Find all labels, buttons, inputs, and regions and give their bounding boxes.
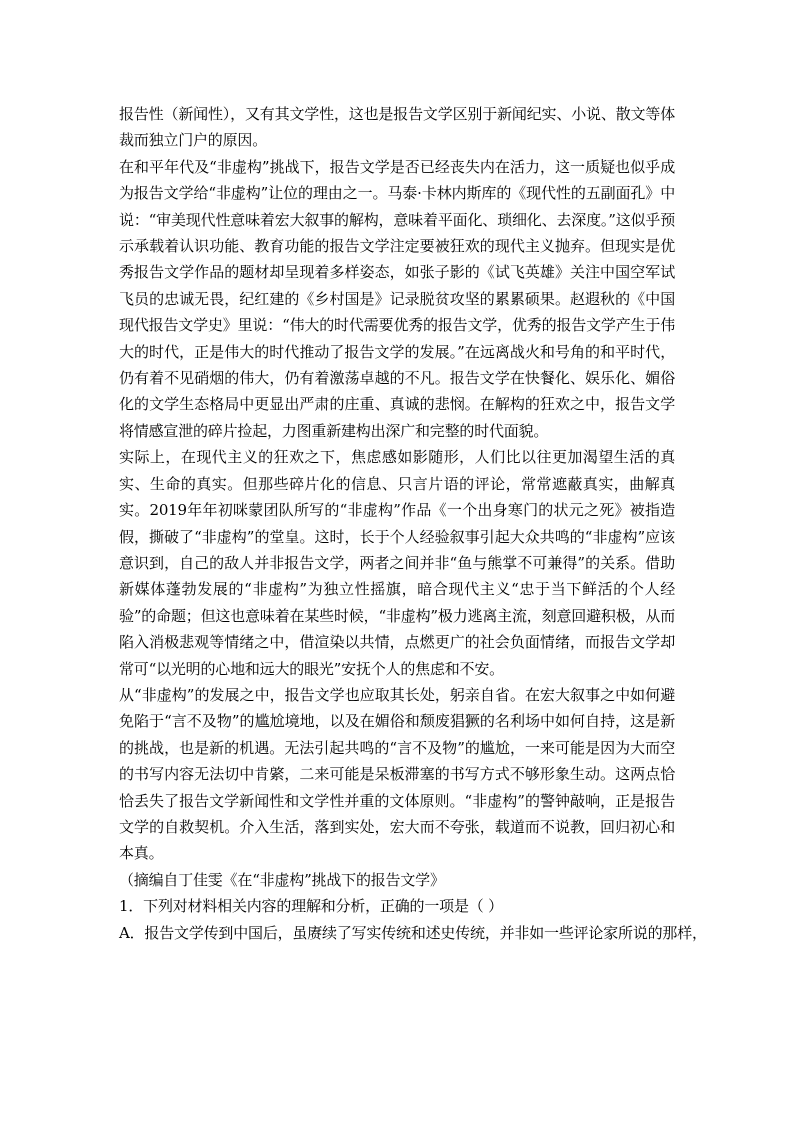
source-note: （摘编自丁佳雯《在“非虚构”挑战下的报告文学》 xyxy=(119,870,445,889)
paragraph-3: 实际上，在现代主义的狂欢之下，焦虑感如影随形，人们比以往更加渴望生活的真实、生命的真实。但那些碎片化的信息、只言片语的评论，常常遮蔽真实，曲解真实。2019年年初咪蒙团队所写的“非虚构”作品《一个出身寒门的状元之死》被指造假，撕破了“非虚构”的堂皇。这时，长于个人经验叙事引起大众共鸣的“非虚构”应该意识到，自己的敌人并非报告文学，两者之间并非“鱼与熊掌不可兼得”的关系。借助新媒体蓬勃发展的“非虚构”为独立性摇旗，暗合现代主义“忠于当下鲜活的个人经验”的命题；但这也意味着在某些时候，“非虚构”极力逃离主流，刻意回避积极，从而陷入消极悲观等情绪之中，借渲染以共情，点燃更广的社会负面情绪，而报告文学却常可“以光明的心地和远大的眼光”安抚个人的焦虑和不安。 xyxy=(119,448,675,678)
option-a: A．报告文学传到中国后，虽赓续了写实传统和述史传统，并非如一些评论家所说的那样， xyxy=(119,923,707,942)
paragraph-2: 在和平年代及“非虚构”挑战下，报告文学是否已经丧失内在活力，这一质疑也似乎成为报告文学给“非虚构”让位的理由之一。马泰·卡林内斯库的《现代性的五副面孔》中说：“审美现代性意味着宏大叙事的解构，意味着平面化、琐细化、去深度。”这似乎预示承载着认识功能、教育功能的报告文学注定要被狂欢的现代主义抛弃。但现实是优秀报告文学作品的题材却呈现着多样姿态，如张子影的《试飞英雄》关注中国空军试飞员的忠诚无畏，纪红建的《乡村国是》记录脱贫攻坚的累累硕果。赵遐秋的《中国现代报告文学史》里说：“伟大的时代需要优秀的报告文学，优秀的报告文学产生于伟大的时代，正是伟大的时代推动了报告文学的发展。”在远离战火和号角的和平时代，仍有着不见硝烟的伟大，仍有着激荡卓越的不凡。报告文学在快餐化、娱乐化、媚俗化的文学生态格局中更显出严肃的庄重、真诚的悲悯。在解构的狂欢之中，报告文学将情感宣泄的碎片捡起，力图重新建构出深广和完整的时代面貌。 xyxy=(119,157,675,440)
paragraph-1: 报告性（新闻性），又有其文学性，这也是报告文学区别于新闻纪实、小说、散文等体裁而独立门户的原因。 xyxy=(119,105,675,150)
paragraph-4: 从“非虚构”的发展之中，报告文学也应取其长处，躬亲自省。在宏大叙事之中如何避免陷于“言不及物”的尴尬境地，以及在媚俗和颓废猖獗的名利场中如何自持，这是新的挑战，也是新的机遇。无法引起共鸣的“言不及物”的尴尬，一来可能是因为大而空的书写内容无法切中肯綮，二来可能是呆板滞塞的书写方式不够形象生动。这两点恰恰丢失了报告文学新闻性和文学性并重的文体原则。“非虚构”的警钟敲响，正是报告文学的自救契机。介入生活，落到实处，宏大而不夸张，载道而不说教，回归初心和本真。 xyxy=(119,685,675,863)
article-body xyxy=(119,101,707,946)
question-stem: 1．下列对材料相关内容的理解和分析，正确的一项是（ ） xyxy=(119,897,503,916)
